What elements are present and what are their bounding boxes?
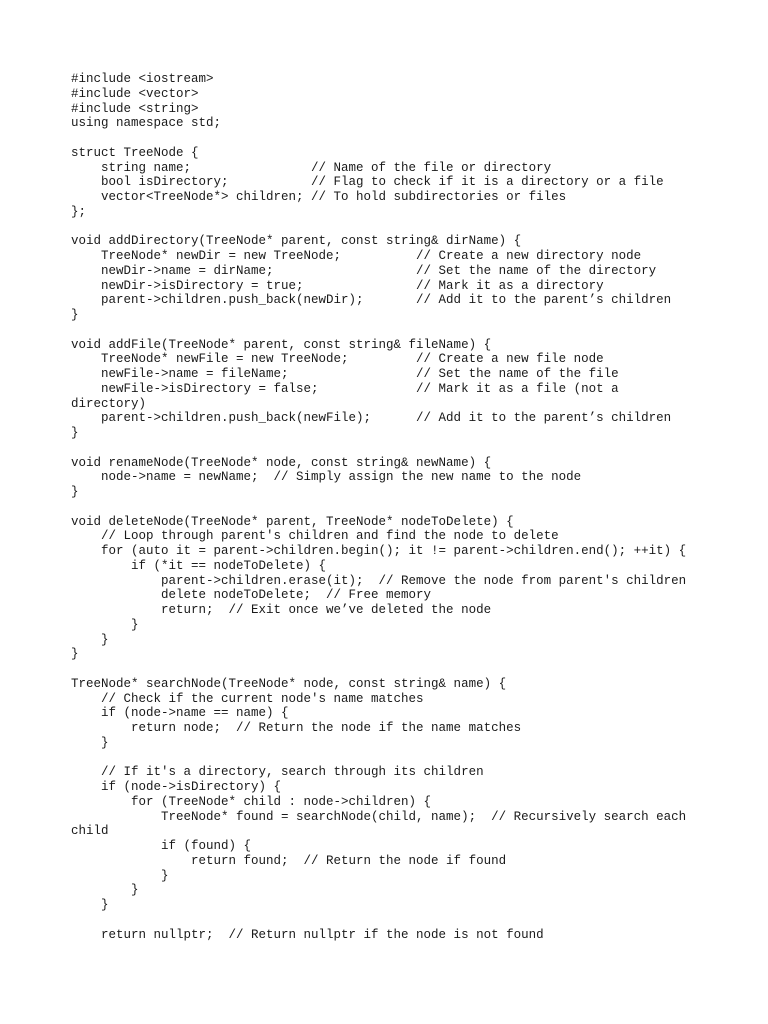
code-line: directory) [71,396,147,411]
code-line: void deleteNode(TreeNode* parent, TreeNode* nodeToDelete) { [71,514,514,529]
code-line: for (auto it = parent->children.begin(); it != parent->children.end(); ++it) { [71,544,687,558]
code-line: TreeNode* found = searchNode(child, name); // Recursively search each [71,809,687,824]
code-line [71,441,686,456]
code-line: void addDirectory(TreeNode* parent, const string& dirName) { [71,234,522,249]
code-line: parent->children.push_back(newDir); // Add it to the parent’s children [71,293,672,308]
code-line [71,913,686,928]
code-line: if (node->isDirectory) { [71,780,282,794]
code-line: TreeNode* searchNode(TreeNode* node, const string& name) { [71,676,507,691]
code-line [71,220,686,235]
code-line: // If it's a directory, search through its children [71,765,484,780]
code-line: child [71,824,109,839]
code-line: }; [71,204,87,219]
code-line [71,751,686,766]
code-line: if (node->name == name) { [71,706,289,721]
code-line: } [71,898,109,912]
code-line: using namespace std; [71,116,222,131]
code-line: return node; // Return the node if the name matches [71,721,522,735]
code-line: for (TreeNode* child : node->children) { [71,794,432,809]
code-line [71,131,686,146]
code-line: if (*it == nodeToDelete) { [71,558,327,573]
code-line: #include <iostream> [71,72,214,86]
code-line: } [71,426,79,440]
code-line [71,323,686,338]
code-line: delete nodeToDelete; // Free memory [71,588,432,603]
code-line [71,500,686,515]
code-line [71,662,686,677]
code-line: void addFile(TreeNode* parent, const string& fileName) { [71,337,492,352]
code-line: if (found) { [71,839,252,853]
code-line: return nullptr; // Return nullptr if the node is not found [71,927,544,942]
code-line: newDir->isDirectory = true; // Mark it as a directory [71,278,604,293]
code-line: } [71,617,139,632]
code-line: } [71,735,109,750]
code-line: #include <vector> [71,86,199,101]
code-line: } [71,868,169,883]
code-line: parent->children.erase(it); // Remove the node from parent's children [71,573,687,588]
code-line: vector<TreeNode*> children; // To hold subdirectories or files [71,190,567,204]
code-line: string name; // Name of the file or directory [71,160,552,175]
code-listing [71,72,686,942]
code-line: newDir->name = dirName; // Set the name of the directory [71,263,657,278]
code-line: } [71,647,79,662]
code-line: } [71,485,79,499]
code-line: newFile->isDirectory = false; // Mark it as a file (not a [71,381,619,396]
code-line: } [71,883,139,898]
code-line: TreeNode* newDir = new TreeNode; // Create a new directory node [71,249,642,263]
code-line: void renameNode(TreeNode* node, const string& newName) { [71,455,492,470]
code-line: bool isDirectory; // Flag to check if it is a directory or a file [71,175,664,190]
code-line: // Check if the current node's name matches [71,691,424,706]
code-line: } [71,632,109,647]
code-line: parent->children.push_back(newFile); // Add it to the parent’s children [71,411,672,426]
code-line: node->name = newName; // Simply assign the new name to the node [71,470,582,485]
code-line: // Loop through parent's children and find the node to delete [71,529,559,544]
code-line: } [71,308,79,322]
code-line: TreeNode* newFile = new TreeNode; // Create a new file node [71,352,604,367]
code-line: newFile->name = fileName; // Set the name of the file [71,367,619,381]
code-line: return found; // Return the node if found [71,853,507,868]
code-line: struct TreeNode { [71,145,199,160]
code-line: return; // Exit once we’ve deleted the node [71,603,492,617]
code-line: #include <string> [71,101,199,116]
